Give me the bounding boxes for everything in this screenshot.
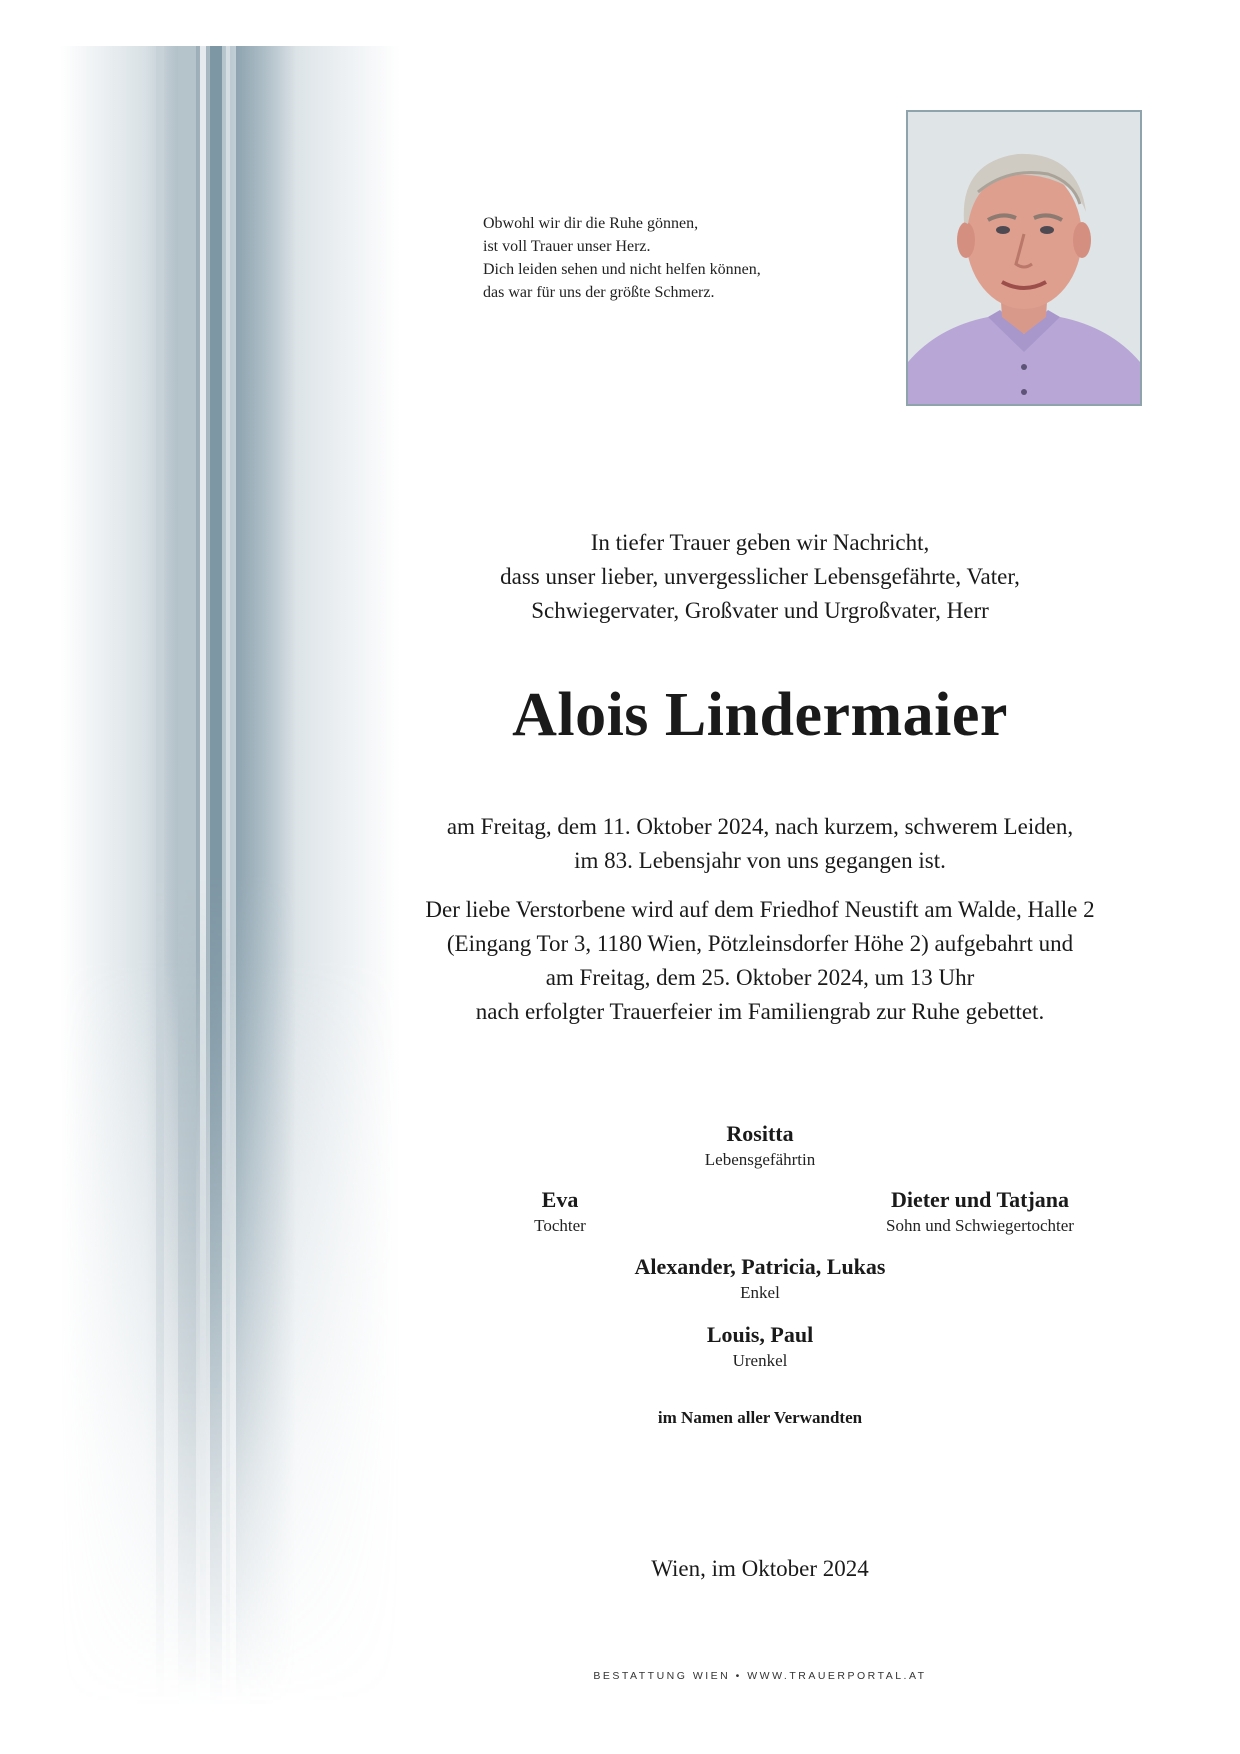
- intro-text: [380, 526, 1140, 628]
- death-line: im 83. Lebensjahr von uns gegangen ist.: [574, 848, 946, 873]
- mourner-great-grandchildren: [660, 1321, 860, 1373]
- poem-line: das war für uns der größte Schmerz.: [483, 284, 715, 301]
- death-text: [380, 810, 1140, 878]
- funeral-line: nach erfolgter Trauerfeier im Familiengrab zur Ruhe gebettet.: [475, 999, 1045, 1024]
- intro-line: Schwiegervater, Großvater und Urgroßvater, Herr: [531, 598, 989, 623]
- poem-line: Dich leiden sehen und nicht helfen können,: [483, 261, 761, 278]
- mourner-name: Rositta: [726, 1121, 794, 1146]
- footer-credit: BESTATTUNG WIEN • WWW.TRAUERPORTAL.AT: [593, 1670, 927, 1682]
- poem-line: ist voll Trauer unser Herz.: [483, 238, 651, 255]
- intro-line: In tiefer Trauer geben wir Nachricht,: [590, 530, 930, 555]
- mourner-son: [840, 1186, 1120, 1238]
- mourner-role: Enkel: [740, 1283, 780, 1302]
- relatives-closing: im Namen aller Verwandten: [657, 1408, 863, 1427]
- deceased-name: Alois Lindermaier: [512, 681, 1008, 749]
- mourner-daughter: [470, 1186, 650, 1238]
- mourner-name: Louis, Paul: [706, 1322, 814, 1347]
- funeral-line: Der liebe Verstorbene wird auf dem Friedhof Neustift am Walde, Halle 2: [425, 897, 1095, 922]
- mourner-role: Urenkel: [732, 1351, 788, 1370]
- place-date: Wien, im Oktober 2024: [651, 1556, 869, 1581]
- poem: [483, 212, 883, 304]
- mourner-name: Alexander, Patricia, Lukas: [634, 1254, 886, 1279]
- mourner-partner: [660, 1120, 860, 1172]
- mourner-role: Sohn und Schwiegertochter: [886, 1216, 1074, 1235]
- funeral-line: am Freitag, dem 25. Oktober 2024, um 13 Uhr: [545, 965, 975, 990]
- mourner-role: Lebensgefährtin: [704, 1150, 816, 1169]
- decorative-band: [60, 46, 400, 1706]
- mourner-role: Tochter: [534, 1216, 586, 1235]
- death-line: am Freitag, dem 11. Oktober 2024, nach kurzem, schwerem Leiden,: [446, 814, 1074, 839]
- funeral-line: (Eingang Tor 3, 1180 Wien, Pötzleinsdorfer Höhe 2) aufgebahrt und: [446, 931, 1074, 956]
- funeral-text: [380, 893, 1140, 1029]
- mourner-name: Dieter und Tatjana: [890, 1187, 1070, 1212]
- intro-line: dass unser lieber, unvergesslicher Lebensgefährte, Vater,: [500, 564, 1020, 589]
- mourner-name: Eva: [541, 1187, 579, 1212]
- poem-line: Obwohl wir dir die Ruhe gönnen,: [483, 215, 699, 232]
- mourner-grandchildren: [560, 1253, 960, 1305]
- portrait-photo: [906, 110, 1142, 406]
